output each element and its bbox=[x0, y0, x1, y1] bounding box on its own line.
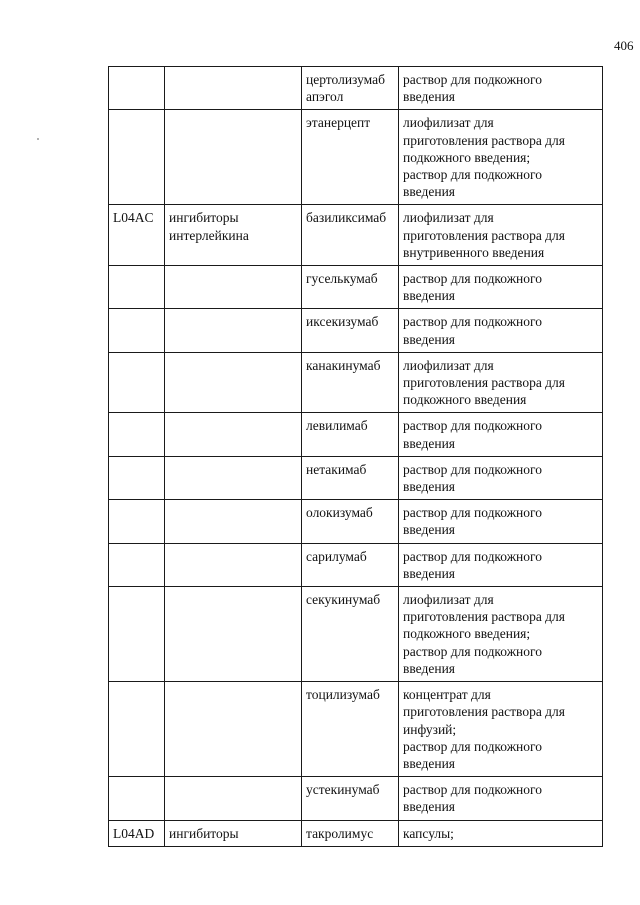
dosage-form-cell: лиофилизат для приготовления раствора для подкожного введения; раствор для подкожного введения bbox=[399, 587, 603, 682]
dosage-form-cell: раствор для подкожного введения bbox=[399, 309, 603, 352]
scan-artifact bbox=[37, 138, 39, 140]
group-cell bbox=[165, 456, 302, 499]
table-row bbox=[109, 543, 603, 586]
group-cell bbox=[165, 110, 302, 205]
atc-code-cell bbox=[109, 67, 165, 110]
table-row bbox=[109, 309, 603, 352]
group-cell bbox=[165, 543, 302, 586]
table-row bbox=[109, 682, 603, 777]
atc-code-cell: L04AD bbox=[109, 820, 165, 846]
atc-code-cell bbox=[109, 587, 165, 682]
drug-name-cell: этанерцепт bbox=[302, 110, 399, 205]
group-cell bbox=[165, 682, 302, 777]
dosage-form-cell: капсулы; bbox=[399, 820, 603, 846]
group-cell: ингибиторы интерлейкина bbox=[165, 205, 302, 266]
dosage-form-cell: раствор для подкожного введения bbox=[399, 777, 603, 820]
table-row bbox=[109, 413, 603, 456]
table-row bbox=[109, 820, 603, 846]
atc-code-cell bbox=[109, 456, 165, 499]
drug-name-cell: нетакимаб bbox=[302, 456, 399, 499]
atc-code-cell bbox=[109, 309, 165, 352]
table-row bbox=[109, 456, 603, 499]
drug-name-cell: устекинумаб bbox=[302, 777, 399, 820]
dosage-form-cell: раствор для подкожного введения bbox=[399, 543, 603, 586]
table-row bbox=[109, 777, 603, 820]
dosage-form-cell: раствор для подкожного введения bbox=[399, 266, 603, 309]
dosage-form-cell: раствор для подкожного введения bbox=[399, 456, 603, 499]
table-row bbox=[109, 500, 603, 543]
dosage-form-cell: лиофилизат для приготовления раствора для подкожного введения; раствор для подкожного введения bbox=[399, 110, 603, 205]
atc-code-cell bbox=[109, 413, 165, 456]
drug-name-cell: базиликсимаб bbox=[302, 205, 399, 266]
group-cell bbox=[165, 587, 302, 682]
group-cell bbox=[165, 309, 302, 352]
atc-code-cell bbox=[109, 110, 165, 205]
dosage-form-cell: лиофилизат для приготовления раствора для внутривенного введения bbox=[399, 205, 603, 266]
table-row bbox=[109, 205, 603, 266]
atc-code-cell bbox=[109, 777, 165, 820]
group-cell bbox=[165, 777, 302, 820]
atc-code-cell: L04AC bbox=[109, 205, 165, 266]
group-cell: ингибиторы bbox=[165, 820, 302, 846]
table-row bbox=[109, 587, 603, 682]
group-cell bbox=[165, 413, 302, 456]
drug-name-cell: олокизумаб bbox=[302, 500, 399, 543]
page-number: 406 bbox=[614, 38, 634, 53]
atc-code-cell bbox=[109, 500, 165, 543]
drug-name-cell: сарилумаб bbox=[302, 543, 399, 586]
drug-name-cell: левилимаб bbox=[302, 413, 399, 456]
table-row bbox=[109, 110, 603, 205]
drug-name-cell: такролимус bbox=[302, 820, 399, 846]
atc-code-cell bbox=[109, 352, 165, 413]
drug-name-cell: гуселькумаб bbox=[302, 266, 399, 309]
table-row bbox=[109, 352, 603, 413]
dosage-form-cell: концентрат для приготовления раствора для инфузий; раствор для подкожного введения bbox=[399, 682, 603, 777]
atc-code-cell bbox=[109, 266, 165, 309]
group-cell bbox=[165, 500, 302, 543]
drug-name-cell: иксекизумаб bbox=[302, 309, 399, 352]
dosage-form-cell: раствор для подкожного введения bbox=[399, 413, 603, 456]
drug-classification-table bbox=[108, 66, 603, 847]
drug-name-cell: канакинумаб bbox=[302, 352, 399, 413]
drug-name-cell: цертолизумаб апэгол bbox=[302, 67, 399, 110]
dosage-form-cell: лиофилизат для приготовления раствора для подкожного введения bbox=[399, 352, 603, 413]
table-row bbox=[109, 67, 603, 110]
group-cell bbox=[165, 67, 302, 110]
drug-name-cell: секукинумаб bbox=[302, 587, 399, 682]
drug-name-cell: тоцилизумаб bbox=[302, 682, 399, 777]
group-cell bbox=[165, 352, 302, 413]
atc-code-cell bbox=[109, 543, 165, 586]
atc-code-cell bbox=[109, 682, 165, 777]
group-cell bbox=[165, 266, 302, 309]
dosage-form-cell: раствор для подкожного введения bbox=[399, 67, 603, 110]
dosage-form-cell: раствор для подкожного введения bbox=[399, 500, 603, 543]
table-row bbox=[109, 266, 603, 309]
